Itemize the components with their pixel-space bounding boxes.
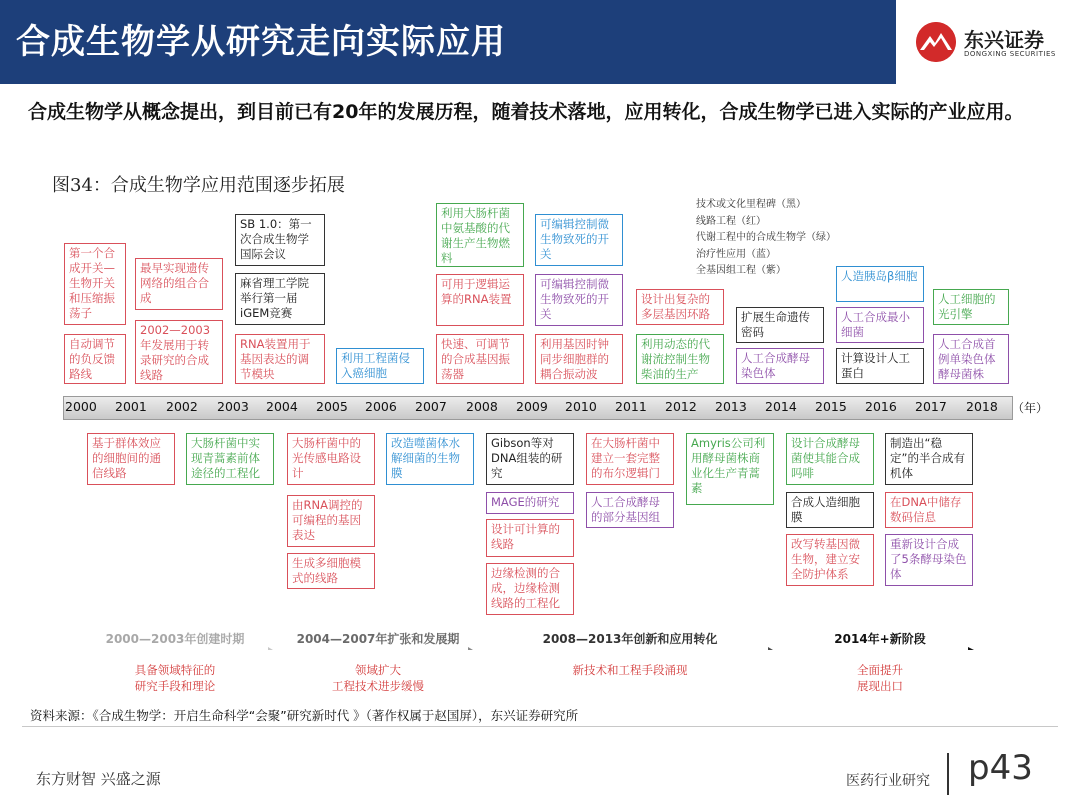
legend-green: 代谢工程中的合成生物学（绿） bbox=[696, 232, 836, 243]
event-box: 人工合成酵母的部分基因组 bbox=[586, 492, 674, 528]
legend-purple: 全基因组工程（紫） bbox=[696, 265, 786, 276]
timeline-year: 2011 bbox=[615, 399, 647, 414]
event-box: 麻省理工学院举行第一届iGEM竞赛 bbox=[235, 273, 325, 325]
event-box: MAGE的研究 bbox=[486, 492, 574, 514]
event-box: 生成多细胞模式的线路 bbox=[287, 553, 375, 589]
divider bbox=[22, 726, 1058, 727]
event-box: 第一个合成开关—生物开关和压缩振荡子 bbox=[64, 243, 126, 325]
legend-black: 技术或文化里程碑（黑） bbox=[696, 199, 806, 210]
event-box: 人工合成首例单染色体酵母菌株 bbox=[933, 334, 1009, 384]
intro-paragraph: 合成生物学从概念提出，到目前已有20年的发展历程，随着技术落地，应用转化，合成生物学已进入实际的产业应用。 bbox=[28, 101, 1024, 123]
phase-description: 具备领域特征的 研究手段和理论 bbox=[134, 663, 216, 693]
phase-title: 2014年+新阶段 bbox=[834, 632, 926, 646]
phase-description: 新技术和工程手段涌现 bbox=[572, 663, 688, 677]
logo-area bbox=[896, 0, 1080, 84]
phase-description: 领域扩大 工程技术进步缓慢 bbox=[332, 663, 424, 693]
event-box: 利用基因时钟同步细胞群的耦合振动波 bbox=[535, 334, 623, 384]
timeline-year: 2017 bbox=[915, 399, 947, 414]
event-box: 由RNA调控的可编程的基因表达 bbox=[287, 495, 375, 547]
event-box: 大肠杆菌中的光传感电路设计 bbox=[287, 433, 375, 485]
event-box: 合成人造细胞膜 bbox=[786, 492, 874, 528]
event-box: 2002—2003年发展用于转录研究的合成线路 bbox=[135, 320, 223, 384]
event-box: 利用工程菌侵入癌细胞 bbox=[336, 348, 424, 384]
event-box: 在DNA中储存数码信息 bbox=[885, 492, 973, 528]
event-box: 计算设计人工蛋白 bbox=[836, 348, 924, 384]
timeline-year: 2004 bbox=[266, 399, 298, 414]
timeline-year: 2014 bbox=[765, 399, 797, 414]
phase-title: 2000—2003年创建时期 bbox=[105, 632, 245, 646]
event-box: 在大肠杆菌中建立一套完整的布尔逻辑门 bbox=[586, 433, 674, 485]
event-box: 最早实现遗传网络的组合合成 bbox=[135, 258, 223, 310]
event-box: 边缘检测的合成，边缘检测线路的工程化 bbox=[486, 563, 574, 615]
timeline-year: 2005 bbox=[316, 399, 348, 414]
phase-title: 2008—2013年创新和应用转化 bbox=[542, 632, 718, 646]
timeline-year: 2002 bbox=[166, 399, 198, 414]
event-box: 基于群体效应的细胞间的通信线路 bbox=[87, 433, 175, 485]
event-box: SB 1.0：第一次合成生物学国际会议 bbox=[235, 214, 325, 266]
event-box: 人造胰岛β细胞 bbox=[836, 266, 924, 302]
event-box: 快速、可调节的合成基因振荡器 bbox=[436, 334, 524, 384]
logo-mountain-icon bbox=[916, 22, 956, 62]
event-box: 利用动态的代谢流控制生物柴油的生产 bbox=[636, 334, 724, 384]
logo-english-name: DONGXING SECURITIES bbox=[964, 50, 1056, 58]
event-box: 设计出复杂的多层基因环路 bbox=[636, 289, 724, 325]
timeline-year: 2015 bbox=[815, 399, 847, 414]
timeline-year: 2010 bbox=[565, 399, 597, 414]
source-note: 资料来源：《合成生物学：开启生命科学“会聚”研究新时代 》（著作权属于赵国屏），东兴证券研究所 bbox=[30, 708, 579, 723]
event-box: 人工合成最小细菌 bbox=[836, 307, 924, 343]
timeline-year: 2009 bbox=[516, 399, 548, 414]
event-box: 改写转基因微生物，建立安全防护体系 bbox=[786, 534, 874, 586]
event-box: 大肠杆菌中实现青蒿素前体途径的工程化 bbox=[186, 433, 274, 485]
event-box: 自动调节的负反馈路线 bbox=[64, 334, 126, 384]
event-box: Amyris公司利用酵母菌株商业化生产青蒿素 bbox=[686, 433, 774, 505]
event-box: 人工合成酵母染色体 bbox=[736, 348, 824, 384]
event-box: 可编辑控制微生物致死的开关 bbox=[535, 274, 623, 326]
event-box: RNA装置用于基因表达的调节模块 bbox=[235, 334, 325, 384]
event-box: 利用大肠杆菌中氨基酸的代谢生产生物燃料 bbox=[436, 203, 524, 267]
timeline-year: 2018 bbox=[966, 399, 998, 414]
timeline-year: 2008 bbox=[466, 399, 498, 414]
event-box: Gibson等对DNA组装的研究 bbox=[486, 433, 574, 485]
phase-description: 全面提升 展现出口 bbox=[857, 663, 903, 693]
page-title: 合成生物学从研究走向实际应用 bbox=[16, 22, 506, 62]
timeline-year: 2000 bbox=[65, 399, 97, 414]
logo-name: 东兴证券 bbox=[964, 28, 1044, 52]
timeline-year: 2001 bbox=[115, 399, 147, 414]
event-box: 可编辑控制微生物致死的开关 bbox=[535, 214, 623, 266]
event-box: 人工细胞的光引擎 bbox=[933, 289, 1009, 325]
phase-title: 2004—2007年扩张和发展期 bbox=[296, 632, 460, 646]
event-box: 制造出“稳定”的半合成有机体 bbox=[885, 433, 973, 485]
event-box: 可用于逻辑运算的RNA装置 bbox=[436, 274, 524, 326]
legend-red: 线路工程（红） bbox=[696, 215, 766, 227]
footer-slogan: 东方财智 兴盛之源 bbox=[36, 770, 161, 788]
timeline-year: 2012 bbox=[665, 399, 697, 414]
figure-caption: 图34：合成生物学应用范围逐步拓展 bbox=[52, 175, 345, 196]
event-box: 扩展生命遗传密码 bbox=[736, 307, 824, 343]
phase-arrow bbox=[72, 646, 982, 650]
timeline-year: 2013 bbox=[715, 399, 747, 414]
timeline-unit: （年） bbox=[1012, 401, 1049, 415]
timeline-year: 2006 bbox=[365, 399, 397, 414]
footer-department: 医药行业研究 bbox=[846, 773, 930, 789]
timeline-year: 2016 bbox=[865, 399, 897, 414]
page-number: p43 bbox=[968, 748, 1033, 788]
footer-separator bbox=[947, 753, 949, 795]
timeline-year: 2007 bbox=[415, 399, 447, 414]
legend bbox=[696, 197, 836, 280]
event-box: 设计可计算的线路 bbox=[486, 519, 574, 557]
event-box: 设计合成酵母菌使其能合成吗啡 bbox=[786, 433, 874, 485]
timeline-year: 2003 bbox=[217, 399, 249, 414]
legend-blue: 治疗性应用（蓝） bbox=[696, 248, 776, 260]
event-box: 重新设计合成了5条酵母染色体 bbox=[885, 534, 973, 586]
event-box: 改造噬菌体水解细菌的生物膜 bbox=[386, 433, 474, 485]
